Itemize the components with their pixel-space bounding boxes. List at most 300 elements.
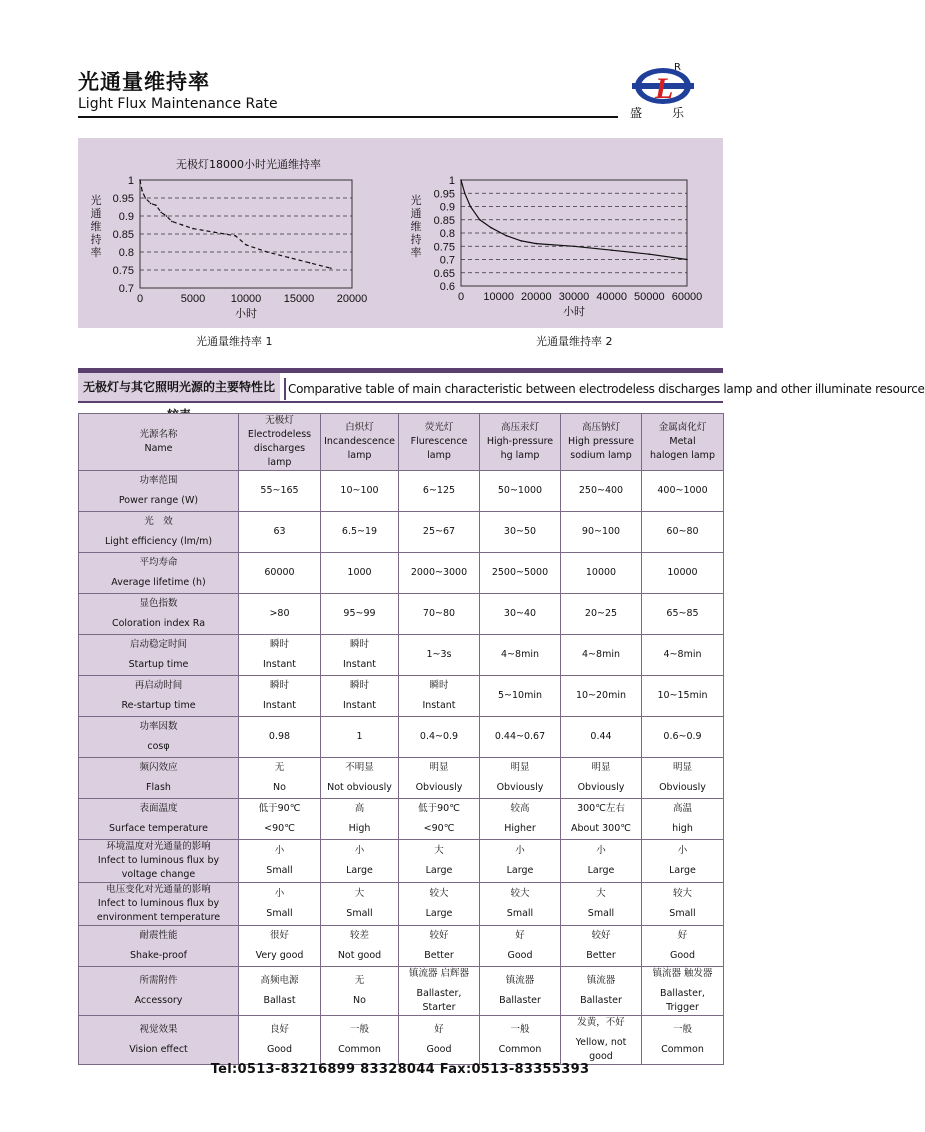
y-tick-label: 0.85 (112, 229, 134, 241)
row-label (79, 840, 239, 883)
table-cell (480, 635, 561, 676)
table-cell-line: Large (506, 865, 534, 876)
table-cell (399, 799, 480, 840)
table-cell-line: 小 (274, 845, 285, 856)
data-point (245, 244, 247, 246)
y-tick-label: 0.75 (433, 241, 455, 254)
table-header-line: hg lamp (500, 450, 540, 461)
table-cell-line: Ballast (263, 995, 296, 1006)
x-axis-label: 小时 (235, 307, 257, 320)
data-point (266, 251, 268, 253)
table-cell-line: Large (425, 908, 453, 919)
data-point (470, 206, 472, 208)
row-label (79, 926, 239, 967)
table-cell-line: Obviously (659, 782, 706, 793)
data-point (309, 262, 311, 264)
row-label-line: Infect to luminous flux by (97, 898, 220, 909)
table-cell-line: 70~80 (422, 608, 456, 619)
data-point (536, 243, 538, 245)
table-cell-line: 好 (515, 930, 525, 941)
table-cell-line: Ballaster, Trigger (660, 988, 705, 1013)
table-cell-line: Obviously (577, 782, 625, 793)
table-cell (321, 840, 399, 883)
y-tick-label: 0.6 (439, 281, 455, 293)
table-cell-line: 6~125 (422, 485, 456, 496)
table-cell (239, 840, 321, 883)
table-cell (480, 1016, 561, 1065)
table-cell-line: high (672, 823, 693, 834)
data-point (192, 228, 194, 230)
table-header-line: lamp (347, 450, 372, 461)
row-label-line: 环境温度对光通量的影响 (106, 841, 211, 852)
x-tick-label: 10000 (483, 291, 514, 303)
data-point (464, 192, 466, 194)
table-cell-line: 小 (274, 888, 285, 899)
table-cell-line: 明显 (672, 762, 692, 773)
row-label-line: 频闪效应 (139, 762, 178, 773)
table-cell-line: 25~67 (422, 526, 456, 537)
table-cell-line: 大 (354, 888, 365, 899)
row-label (79, 1016, 239, 1065)
table-cell (239, 883, 321, 926)
table-cell (321, 512, 399, 553)
table-cell-line: 瞬时 (269, 680, 289, 691)
logo-char-1: 盛 (630, 106, 643, 120)
table-cell (480, 883, 561, 926)
table-cell (642, 840, 724, 883)
y-tick-label: 1 (448, 175, 455, 187)
y-tick-label: 0.9 (118, 211, 134, 223)
table-cell (399, 967, 480, 1016)
table-cell (642, 799, 724, 840)
table-cell (480, 799, 561, 840)
table-cell (399, 471, 480, 512)
table-cell (399, 883, 480, 926)
x-tick-label: 10000 (230, 293, 262, 305)
row-label-line: 再启动时间 (134, 680, 183, 691)
data-point (155, 204, 157, 206)
table-cell-line: Instant (342, 700, 377, 711)
table-cell-line: 0.4~0.9 (419, 731, 459, 742)
table-header-line: Metal (669, 436, 696, 447)
table-cell-line: 瞬时 (349, 639, 369, 650)
table-cell-line: 小 (515, 845, 525, 856)
y-axis-label-char: 率 (90, 246, 102, 259)
table-cell (399, 717, 480, 758)
table-cell (561, 553, 642, 594)
row-label-line: Shake-proof (129, 950, 187, 961)
table-cell (561, 1016, 642, 1065)
data-point (505, 235, 507, 237)
y-tick-label: 0.7 (439, 254, 455, 267)
table-cell-line: Obviously (415, 782, 463, 793)
table-cell (480, 512, 561, 553)
table-cell (321, 594, 399, 635)
table-cell-line: 好 (677, 930, 688, 941)
data-point (573, 245, 575, 247)
table-cell (480, 676, 561, 717)
table-cell-line: 10000 (585, 567, 617, 578)
table-cell-line: Small (266, 908, 293, 919)
table-cell (239, 1016, 321, 1065)
row-label (79, 717, 239, 758)
table-cell-line: Better (586, 950, 616, 961)
table-cell-line: 60000 (264, 567, 295, 578)
table-cell (399, 635, 480, 676)
data-point (141, 190, 143, 192)
table-cell (239, 967, 321, 1016)
section-title-cn: 无极灯与其它照明光源的主要特性比 (78, 373, 280, 401)
row-label (79, 676, 239, 717)
y-tick-label: 0.7 (118, 283, 134, 295)
table-header-line: 白炽灯 (345, 422, 374, 433)
y-tick-label: 0.95 (112, 193, 134, 205)
table-cell (321, 717, 399, 758)
table-cell-line: 镇流器 (586, 975, 616, 986)
table-cell-line: 镇流器 启辉器 (408, 968, 470, 979)
table-header-line: 高压汞灯 (500, 422, 539, 433)
table-cell (642, 553, 724, 594)
table-cell (642, 967, 724, 1016)
chart2-caption: 光通量维持率 2 (536, 335, 613, 348)
table-cell-line: 无 (354, 975, 365, 986)
table-row (79, 926, 724, 967)
table-cell-line: Very good (255, 950, 304, 961)
row-label-line: 电压变化对光通量的影响 (106, 884, 211, 895)
table-cell (239, 926, 321, 967)
table-cell (642, 635, 724, 676)
y-tick-label: 0.95 (433, 188, 455, 201)
x-tick-label: 20000 (336, 293, 368, 305)
table-cell (561, 635, 642, 676)
table-cell-line: 镇流器 触发器 (652, 968, 713, 979)
table-cell (480, 926, 561, 967)
table-cell-line: Common (338, 1044, 381, 1055)
y-axis-label-char: 率 (410, 246, 422, 259)
table-cell-line: 0.44~0.67 (494, 731, 546, 742)
page-title-en: Light Flux Maintenance Rate (78, 96, 278, 112)
y-axis-label-char: 维 (90, 220, 102, 233)
table-cell-line: 4~8min (582, 649, 620, 660)
row-label-line: 表面温度 (139, 803, 178, 814)
row-label (79, 967, 239, 1016)
table-header-line: 金属卤化灯 (658, 422, 707, 433)
table-cell-line: <90℃ (264, 823, 295, 834)
row-label-line: Average lifetime (h) (111, 577, 206, 588)
y-axis-label-char: 光 (410, 194, 422, 207)
table-cell-line: Large (587, 865, 615, 876)
table-cell-line: Ballaster (499, 995, 541, 1006)
table-cell-line: 较高 (510, 803, 530, 814)
table-cell (399, 594, 480, 635)
table-cell-line: 65~85 (666, 608, 699, 619)
table-cell (480, 594, 561, 635)
table-cell (642, 1016, 724, 1065)
row-label-line: Vision effect (129, 1044, 188, 1055)
table-cell-line: 400~1000 (657, 485, 708, 496)
row-label-line: Power range (W) (118, 495, 199, 506)
x-axis-label: 小时 (563, 305, 585, 318)
y-axis-label-char: 通 (90, 207, 102, 220)
y-tick-label: 0.8 (439, 228, 455, 240)
table-cell (239, 594, 321, 635)
data-point (171, 221, 173, 223)
data-point (182, 224, 184, 226)
table-cell (561, 840, 642, 883)
row-label-line: 光 效 (144, 516, 173, 527)
data-point (235, 235, 237, 237)
table-cell-line: 55~165 (260, 485, 299, 496)
title-underline (78, 116, 618, 118)
table-cell-line: <90℃ (423, 823, 455, 834)
data-point (649, 253, 651, 255)
table-cell-line: 高频电源 (260, 975, 299, 986)
table-row (79, 512, 724, 553)
table-header-line: halogen lamp (650, 450, 715, 461)
table-cell (561, 883, 642, 926)
y-tick-label: 0.65 (433, 267, 455, 280)
table-cell-line: 一般 (672, 1024, 692, 1035)
table-cell-line: High (348, 823, 371, 834)
table-cell-line: 300℃左右 (577, 803, 625, 814)
table-cell-line: Good (669, 950, 696, 961)
table-cell-line: 95~99 (343, 608, 376, 619)
table-cell (642, 676, 724, 717)
table-cell (399, 676, 480, 717)
data-point (686, 259, 688, 261)
table-cell (642, 883, 724, 926)
table-cell (642, 512, 724, 553)
row-label-line: Coloration index Ra (111, 618, 206, 629)
table-cell-line: 63 (273, 526, 286, 537)
table-cell-line: 好 (434, 1024, 444, 1035)
table-cell-line: 90~100 (581, 526, 621, 537)
table-cell-line: Better (424, 950, 454, 961)
table-cell (399, 1016, 480, 1065)
x-tick-label: 5000 (180, 293, 206, 305)
table-cell-line: 较好 (429, 930, 449, 941)
table-cell (480, 717, 561, 758)
table-cell-line: 无 (274, 762, 285, 773)
row-label-line: Re-startup time (121, 700, 196, 711)
table-cell (239, 512, 321, 553)
chart-2 (404, 166, 714, 326)
page-title-cn: 光通量维持率 (78, 70, 210, 94)
y-tick-label: 0.75 (112, 265, 134, 277)
table-cell (561, 926, 642, 967)
table-cell-line: 较好 (591, 930, 611, 941)
row-label-line: Flash (146, 782, 171, 793)
table-cell-line: 瞬时 (429, 680, 449, 691)
data-point (330, 267, 332, 269)
table-cell-line: 30~40 (503, 608, 537, 619)
table-cell (239, 758, 321, 799)
table-cell-line: 6.5~19 (341, 526, 378, 537)
table-row (79, 967, 724, 1016)
table-cell-line: Common (661, 1044, 704, 1055)
table-cell (321, 758, 399, 799)
table-cell-line: 30~50 (503, 526, 537, 537)
table-cell-line: Not obviously (327, 782, 392, 793)
table-cell (239, 717, 321, 758)
x-tick-label: 30000 (558, 291, 590, 303)
row-label (79, 553, 239, 594)
y-tick-label: 0.8 (118, 247, 134, 259)
row-label-line: Infect to luminous flux by (97, 855, 220, 866)
table-cell (561, 512, 642, 553)
table-cell-line: 瞬时 (349, 680, 369, 691)
table-cell-line: 明显 (510, 762, 530, 773)
table-header-cell (399, 414, 480, 471)
table-cell (239, 553, 321, 594)
row-label (79, 471, 239, 512)
table-header-line: lamp (427, 450, 451, 461)
section-underline (78, 401, 723, 403)
row-label-line: environment temperature (96, 912, 221, 923)
x-tick-label: 60000 (671, 291, 703, 303)
y-axis-label-char: 持 (410, 233, 422, 246)
table-cell (561, 717, 642, 758)
table-cell (321, 1016, 399, 1065)
row-label-line: 所需附件 (139, 975, 178, 986)
table-cell (321, 926, 399, 967)
row-label-line: voltage change (121, 869, 196, 880)
section-title-en: Comparative table of main characteristic between electrodeless discharges lamp and other illuminate resource (284, 378, 728, 400)
table-cell-line: 较大 (429, 888, 449, 899)
y-tick-label: 1 (127, 175, 134, 187)
table-cell-line: Small (587, 908, 615, 919)
table-cell-line: Good (426, 1044, 452, 1055)
table-cell-line: 镇流器 (505, 975, 535, 986)
table-header-cell (642, 414, 724, 471)
table-cell (321, 471, 399, 512)
row-label (79, 799, 239, 840)
table-cell (321, 883, 399, 926)
table-header-cell (561, 414, 642, 471)
table-cell (239, 676, 321, 717)
table-cell-line: Not good (337, 950, 382, 961)
row-label (79, 883, 239, 926)
table-cell-line: Instant (422, 700, 456, 711)
row-label-line: 启动稳定时间 (129, 639, 187, 650)
table-cell (642, 471, 724, 512)
table-cell-line: About 300℃ (571, 823, 631, 834)
table-header-line: Electrodeless (247, 429, 312, 440)
data-point (213, 231, 215, 233)
table-row (79, 840, 724, 883)
data-point (166, 215, 168, 217)
table-cell-line: 发黄，不好 (577, 1017, 625, 1028)
table-cell-line: Small (669, 908, 696, 919)
table-cell-line: Small (346, 908, 373, 919)
row-label-line: Startup time (128, 659, 189, 670)
table-cell (321, 676, 399, 717)
table-cell (561, 471, 642, 512)
data-point (460, 179, 462, 181)
table-cell-line: 2500~5000 (491, 567, 549, 578)
chart-1 (86, 166, 376, 326)
table-header-row (79, 414, 724, 471)
table-cell-line: 大 (596, 888, 606, 899)
table-header-line: 荧光灯 (424, 422, 454, 433)
row-label-line: 耐震性能 (139, 930, 178, 941)
chart1-caption: 光通量维持率 1 (196, 335, 273, 348)
table-cell-line: Higher (504, 823, 536, 834)
row-label (79, 758, 239, 799)
table-cell (239, 471, 321, 512)
table-cell-line: 小 (354, 845, 365, 856)
table-cell-line: Large (425, 865, 453, 876)
row-label (79, 512, 239, 553)
table-cell-line: 瞬时 (269, 639, 289, 650)
table-cell-line: Common (498, 1044, 542, 1055)
table-header-line: 无极灯 (265, 415, 294, 426)
table-cell-line: Ballaster, Starter (416, 988, 462, 1013)
table-cell (561, 676, 642, 717)
table-cell (321, 635, 399, 676)
table-cell-line: 较大 (672, 888, 692, 899)
table-row (79, 676, 724, 717)
table-row (79, 799, 724, 840)
table-cell-line: 10000 (667, 567, 698, 578)
table-cell-line: No (273, 782, 286, 793)
table-cell (239, 799, 321, 840)
y-axis-label-char: 维 (410, 220, 422, 233)
table-row (79, 883, 724, 926)
table-cell-line: Yellow, not good (575, 1037, 627, 1062)
table-cell-line: 5~10min (497, 690, 542, 701)
table-cell (321, 967, 399, 1016)
table-header-line: Name (144, 443, 173, 454)
x-tick-label: 0 (136, 293, 144, 305)
table-cell-line: 0.6~0.9 (663, 731, 702, 742)
table-cell-line: 小 (677, 845, 688, 856)
table-cell-line: Small (506, 908, 534, 919)
row-label-line: Accessory (134, 995, 183, 1006)
row-label (79, 594, 239, 635)
table-cell-line: 较大 (510, 888, 530, 899)
table-header-line: Flurescence (410, 436, 468, 447)
x-tick-label: 20000 (521, 291, 552, 303)
table-cell-line: Good (507, 950, 533, 961)
table-header-cell (239, 414, 321, 471)
table-cell (642, 594, 724, 635)
data-point (288, 257, 290, 259)
table-cell-line: 高温 (672, 803, 692, 814)
x-tick-label: 15000 (283, 293, 315, 305)
y-tick-label: 0.85 (433, 214, 455, 227)
data-point (611, 249, 613, 251)
table-cell (399, 553, 480, 594)
table-cell-line: 2000~3000 (410, 567, 468, 578)
y-axis-label-char: 通 (410, 207, 422, 220)
logo-mark-text: L (655, 72, 674, 105)
table-cell (399, 926, 480, 967)
row-label-line: Light efficiency (lm/m) (104, 536, 213, 547)
table-cell-line: 高 (354, 803, 365, 814)
data-point (520, 240, 522, 242)
table-cell-line: 良好 (269, 1024, 289, 1035)
table-cell-line: 10~20min (575, 690, 627, 701)
table-row (79, 1016, 724, 1065)
table-header-line: High pressure (568, 436, 634, 447)
registered-mark: R (674, 62, 681, 73)
y-axis-label-char: 光 (90, 194, 102, 207)
table-cell-line: 很好 (269, 930, 289, 941)
row-label-line: 功率因数 (139, 721, 178, 732)
table-cell (399, 512, 480, 553)
table-cell (561, 967, 642, 1016)
